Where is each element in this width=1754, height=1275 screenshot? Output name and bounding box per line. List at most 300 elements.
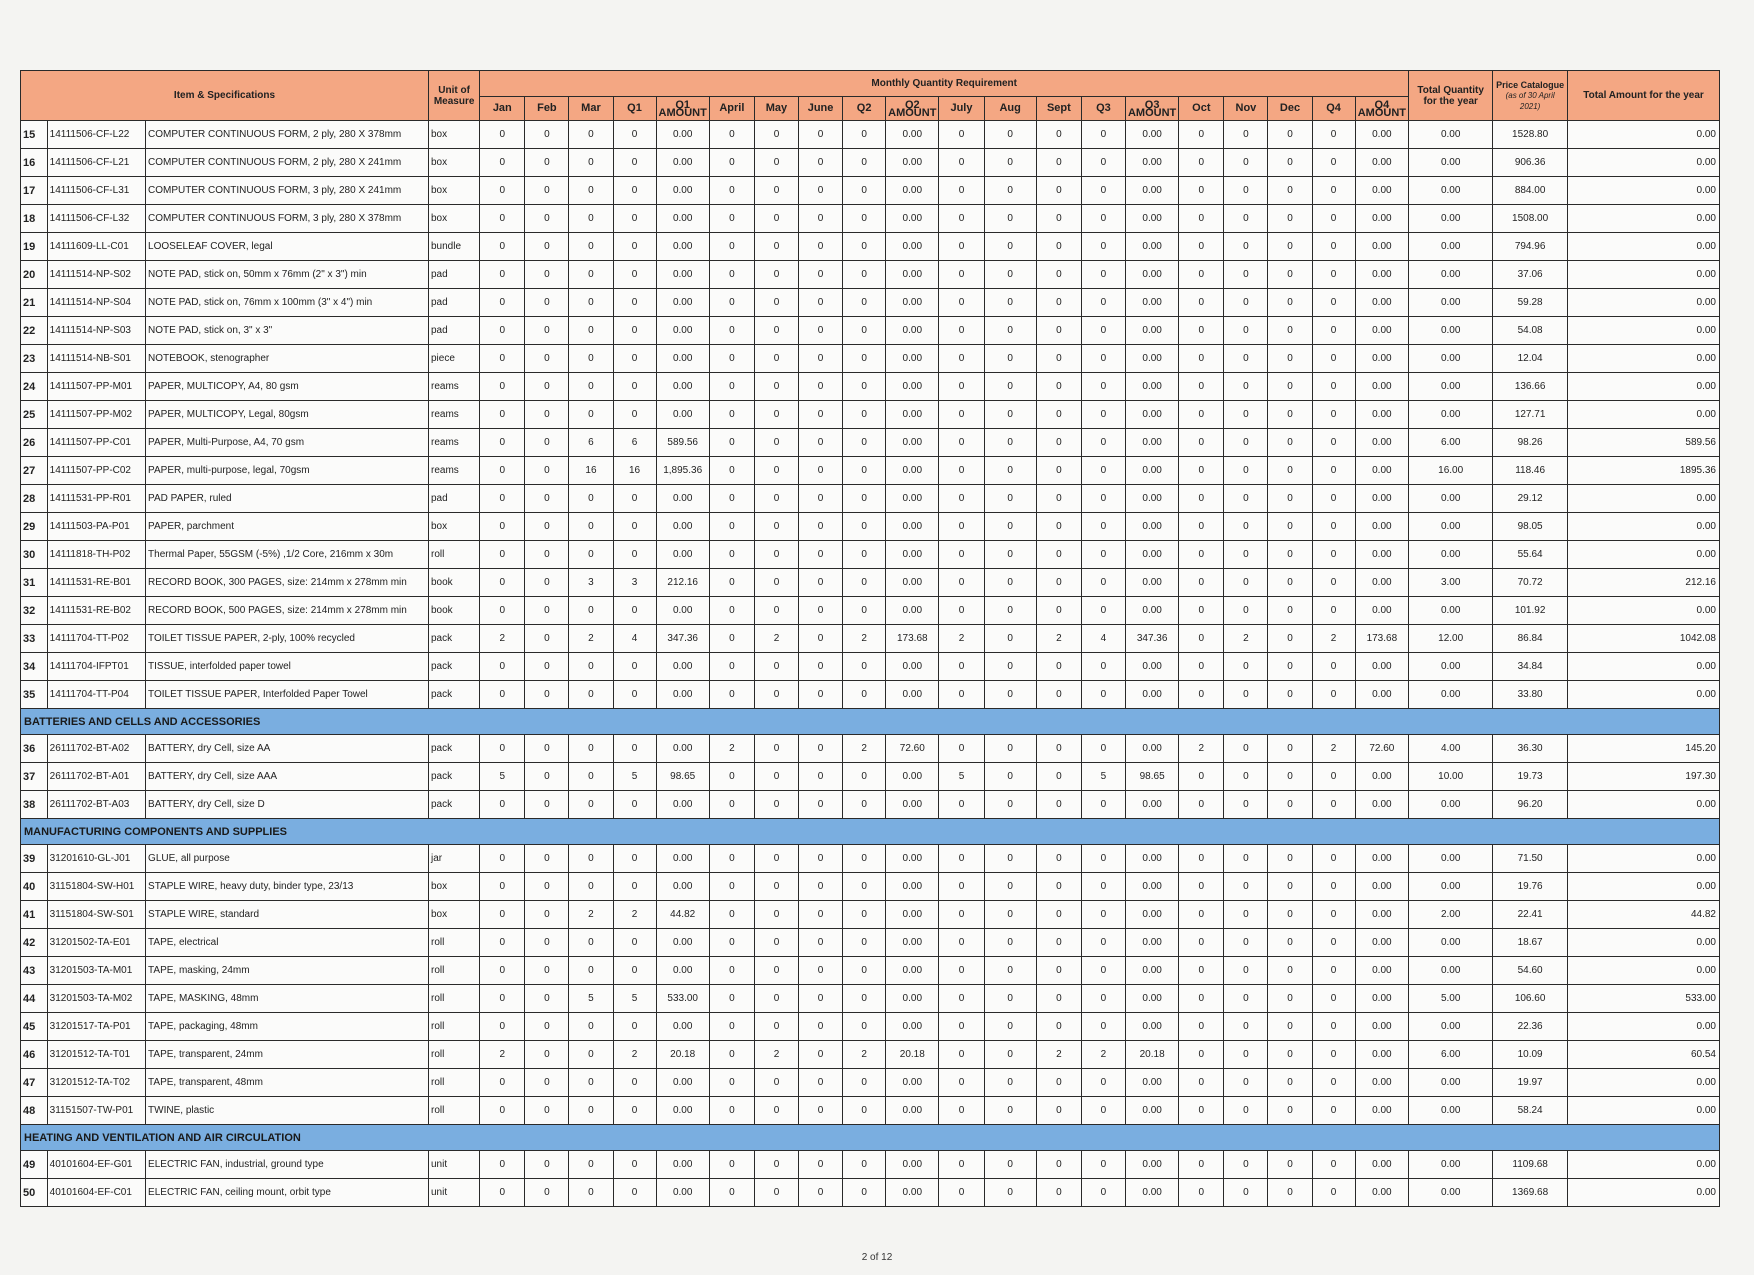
table-row bbox=[21, 149, 1720, 177]
unit-of-measure: box bbox=[429, 873, 480, 901]
quantity-cell: 0 bbox=[1036, 1013, 1081, 1041]
quantity-cell: 0 bbox=[1081, 541, 1125, 569]
quantity-cell: 0 bbox=[1312, 401, 1355, 429]
quantity-cell: 0 bbox=[799, 569, 843, 597]
quantity-cell: 0 bbox=[799, 1041, 843, 1069]
item-code: 26111702-BT-A03 bbox=[47, 791, 145, 819]
quantity-cell: 0.00 bbox=[1125, 1179, 1178, 1207]
quantity-cell: 0 bbox=[480, 401, 525, 429]
quantity-cell: 0 bbox=[613, 1179, 656, 1207]
table-row bbox=[21, 985, 1720, 1013]
quantity-cell: 0 bbox=[1268, 345, 1312, 373]
item-code: 31151804-SW-S01 bbox=[47, 901, 145, 929]
price-catalogue: 22.36 bbox=[1493, 1013, 1568, 1041]
quantity-cell: 16 bbox=[613, 457, 656, 485]
item-number: 16 bbox=[21, 149, 48, 177]
month-header: Feb bbox=[525, 97, 569, 121]
quantity-cell: 0.00 bbox=[1355, 1097, 1409, 1125]
quantity-cell: 0 bbox=[1224, 681, 1268, 709]
quantity-cell: 0 bbox=[754, 929, 798, 957]
quantity-cell: 0 bbox=[984, 763, 1036, 791]
quantity-cell: 0 bbox=[1312, 233, 1355, 261]
total-amount: 0.00 bbox=[1568, 1069, 1720, 1097]
quantity-cell: 0 bbox=[843, 957, 886, 985]
quantity-cell: 0 bbox=[799, 735, 843, 763]
item-code: 31201503-TA-M02 bbox=[47, 985, 145, 1013]
quantity-cell: 0 bbox=[843, 873, 886, 901]
price-catalogue: 118.46 bbox=[1493, 457, 1568, 485]
quantity-cell: 0 bbox=[1036, 373, 1081, 401]
quantity-cell: 0 bbox=[1312, 429, 1355, 457]
quantity-cell: 0 bbox=[1268, 429, 1312, 457]
unit-of-measure: roll bbox=[429, 541, 480, 569]
quantity-cell: 0 bbox=[709, 401, 754, 429]
quantity-cell: 0 bbox=[1179, 149, 1224, 177]
quantity-cell: 0.00 bbox=[1125, 957, 1178, 985]
quantity-cell: 0 bbox=[754, 653, 798, 681]
quantity-cell: 0 bbox=[709, 345, 754, 373]
quantity-cell: 0.00 bbox=[886, 205, 939, 233]
quantity-cell: 0.00 bbox=[1125, 401, 1178, 429]
quantity-cell: 0 bbox=[939, 149, 984, 177]
quantity-cell: 0 bbox=[709, 681, 754, 709]
quantity-cell: 0.00 bbox=[656, 653, 709, 681]
quantity-cell: 0 bbox=[709, 1013, 754, 1041]
quantity-cell: 0 bbox=[939, 177, 984, 205]
month-header: June bbox=[799, 97, 843, 121]
quantity-cell: 0 bbox=[1081, 513, 1125, 541]
quantity-cell: 0.00 bbox=[1355, 541, 1409, 569]
total-quantity: 0.00 bbox=[1409, 1069, 1493, 1097]
quantity-cell: 0 bbox=[1179, 957, 1224, 985]
unit-of-measure: pack bbox=[429, 681, 480, 709]
quantity-cell: 0 bbox=[569, 177, 613, 205]
quantity-cell: 0 bbox=[569, 653, 613, 681]
quantity-cell: 0 bbox=[480, 791, 525, 819]
quantity-cell: 0.00 bbox=[1125, 791, 1178, 819]
quantity-cell: 0.00 bbox=[1125, 317, 1178, 345]
unit-of-measure: pack bbox=[429, 653, 480, 681]
section-title: BATTERIES AND CELLS AND ACCESSORIES bbox=[21, 709, 1720, 735]
quantity-cell: 0 bbox=[1224, 317, 1268, 345]
quantity-cell: 0 bbox=[799, 485, 843, 513]
quantity-cell: 0 bbox=[754, 401, 798, 429]
quantity-cell: 0 bbox=[613, 1013, 656, 1041]
total-quantity: 0.00 bbox=[1409, 1151, 1493, 1179]
quantity-cell: 0 bbox=[843, 1179, 886, 1207]
quantity-cell: 0 bbox=[480, 653, 525, 681]
price-catalogue-label: Price Catalogue bbox=[1496, 79, 1565, 90]
quantity-cell: 0 bbox=[1312, 177, 1355, 205]
quantity-cell: 0 bbox=[525, 653, 569, 681]
quantity-cell: 0 bbox=[709, 205, 754, 233]
quantity-cell: 0 bbox=[1224, 1013, 1268, 1041]
unit-of-measure: roll bbox=[429, 929, 480, 957]
quantity-cell: 0 bbox=[754, 1013, 798, 1041]
quantity-cell: 0 bbox=[480, 1069, 525, 1097]
quantity-cell: 0 bbox=[843, 541, 886, 569]
quantity-cell: 0.00 bbox=[1125, 1013, 1178, 1041]
quantity-cell: 589.56 bbox=[656, 429, 709, 457]
quantity-cell: 0 bbox=[1268, 957, 1312, 985]
quantity-cell: 0 bbox=[569, 485, 613, 513]
item-code: 14111531-RE-B01 bbox=[47, 569, 145, 597]
quantity-cell: 0.00 bbox=[886, 485, 939, 513]
total-amount: 0.00 bbox=[1568, 1151, 1720, 1179]
price-catalogue: 58.24 bbox=[1493, 1097, 1568, 1125]
table-row bbox=[21, 845, 1720, 873]
quantity-cell: 0 bbox=[569, 763, 613, 791]
item-description: TAPE, transparent, 48mm bbox=[146, 1069, 429, 1097]
quantity-cell: 0 bbox=[1224, 1179, 1268, 1207]
quantity-cell: 0 bbox=[939, 681, 984, 709]
item-code: 14111507-PP-M01 bbox=[47, 373, 145, 401]
quantity-cell: 0 bbox=[480, 597, 525, 625]
quantity-cell: 0 bbox=[525, 485, 569, 513]
quantity-cell: 0 bbox=[1036, 317, 1081, 345]
quantity-cell: 0 bbox=[1081, 429, 1125, 457]
quantity-cell: 0 bbox=[1268, 681, 1312, 709]
quantity-cell: 0.00 bbox=[1355, 317, 1409, 345]
quantity-cell: 0 bbox=[525, 345, 569, 373]
quantity-cell: 0 bbox=[1312, 205, 1355, 233]
item-number: 22 bbox=[21, 317, 48, 345]
quantity-cell: 0 bbox=[1179, 121, 1224, 149]
table-row bbox=[21, 1097, 1720, 1125]
quantity-cell: 0 bbox=[1268, 289, 1312, 317]
quantity-cell: 0 bbox=[1224, 345, 1268, 373]
quantity-cell: 0 bbox=[480, 541, 525, 569]
table-row bbox=[21, 929, 1720, 957]
quantity-cell: 0 bbox=[525, 177, 569, 205]
quantity-cell: 0.00 bbox=[886, 513, 939, 541]
item-number: 46 bbox=[21, 1041, 48, 1069]
total-quantity: 0.00 bbox=[1409, 929, 1493, 957]
price-catalogue: 34.84 bbox=[1493, 653, 1568, 681]
quantity-cell: 0 bbox=[1312, 261, 1355, 289]
total-amount: 0.00 bbox=[1568, 1179, 1720, 1207]
table-row bbox=[21, 205, 1720, 233]
quantity-cell: 0.00 bbox=[1355, 177, 1409, 205]
item-number: 47 bbox=[21, 1069, 48, 1097]
quantity-cell: 0.00 bbox=[1125, 289, 1178, 317]
quantity-cell: 0 bbox=[480, 317, 525, 345]
item-number: 24 bbox=[21, 373, 48, 401]
quantity-cell: 0 bbox=[613, 345, 656, 373]
table-row bbox=[21, 1179, 1720, 1207]
quantity-cell: 0 bbox=[843, 401, 886, 429]
quantity-cell: 0 bbox=[525, 1179, 569, 1207]
quantity-cell: 0 bbox=[754, 791, 798, 819]
quantity-cell: 0 bbox=[939, 485, 984, 513]
quantity-cell: 0 bbox=[843, 845, 886, 873]
quantity-cell: 0 bbox=[709, 985, 754, 1013]
item-description: TWINE, plastic bbox=[146, 1097, 429, 1125]
quantity-cell: 2 bbox=[1081, 1041, 1125, 1069]
price-catalogue: 906.36 bbox=[1493, 149, 1568, 177]
quantity-cell: 0 bbox=[984, 681, 1036, 709]
quantity-cell: 0.00 bbox=[1355, 233, 1409, 261]
quantity-cell: 0 bbox=[799, 1151, 843, 1179]
quantity-cell: 0.00 bbox=[656, 317, 709, 345]
quantity-cell: 0 bbox=[1036, 873, 1081, 901]
quantity-cell: 0 bbox=[480, 177, 525, 205]
total-amount: 0.00 bbox=[1568, 345, 1720, 373]
item-description: NOTE PAD, stick on, 50mm x 76mm (2" x 3") min bbox=[146, 261, 429, 289]
quantity-cell: 0 bbox=[1268, 901, 1312, 929]
quantity-cell: 0 bbox=[843, 261, 886, 289]
table-row bbox=[21, 1013, 1720, 1041]
quantity-cell: 0.00 bbox=[1125, 985, 1178, 1013]
quantity-cell: 0 bbox=[984, 901, 1036, 929]
quantity-cell: 0 bbox=[709, 149, 754, 177]
quantity-cell: 0 bbox=[754, 121, 798, 149]
quantity-cell: 0.00 bbox=[1125, 653, 1178, 681]
quantity-cell: 0 bbox=[525, 791, 569, 819]
quantity-cell: 0 bbox=[525, 1151, 569, 1179]
quantity-cell: 0 bbox=[1312, 1041, 1355, 1069]
quantity-cell: 0 bbox=[939, 345, 984, 373]
monthly-req-header: Monthly Quantity Requirement bbox=[480, 71, 1409, 97]
quantity-cell: 0 bbox=[754, 957, 798, 985]
quantity-cell: 2 bbox=[480, 625, 525, 653]
quantity-cell: 0 bbox=[1268, 1179, 1312, 1207]
quantity-cell: 0 bbox=[1036, 289, 1081, 317]
quantity-cell: 0 bbox=[754, 149, 798, 177]
quantity-cell: 0 bbox=[939, 653, 984, 681]
quantity-cell: 0 bbox=[569, 597, 613, 625]
total-amount: 0.00 bbox=[1568, 373, 1720, 401]
unit-of-measure: roll bbox=[429, 1013, 480, 1041]
quantity-cell: 0 bbox=[1312, 1069, 1355, 1097]
unit-of-measure: box bbox=[429, 149, 480, 177]
quantity-cell: 0 bbox=[984, 457, 1036, 485]
quantity-cell: 3 bbox=[569, 569, 613, 597]
total-quantity: 12.00 bbox=[1409, 625, 1493, 653]
item-code: 31151804-SW-H01 bbox=[47, 873, 145, 901]
price-catalogue: 98.26 bbox=[1493, 429, 1568, 457]
quantity-cell: 0 bbox=[799, 401, 843, 429]
quantity-cell: 0.00 bbox=[1355, 653, 1409, 681]
quantity-cell: 0 bbox=[984, 625, 1036, 653]
quantity-cell: 0 bbox=[1224, 1151, 1268, 1179]
quantity-cell: 0 bbox=[480, 261, 525, 289]
quantity-cell: 0 bbox=[799, 597, 843, 625]
price-catalogue: 106.60 bbox=[1493, 985, 1568, 1013]
quantity-cell: 0.00 bbox=[1125, 233, 1178, 261]
quantity-cell: 0 bbox=[569, 681, 613, 709]
quantity-cell: 0.00 bbox=[656, 681, 709, 709]
quantity-cell: 0 bbox=[1081, 233, 1125, 261]
item-description: PAD PAPER, ruled bbox=[146, 485, 429, 513]
table-row bbox=[21, 541, 1720, 569]
quantity-cell: 0 bbox=[1179, 681, 1224, 709]
section-row bbox=[21, 819, 1720, 845]
quantity-cell: 0 bbox=[613, 149, 656, 177]
item-code: 14111704-TT-P04 bbox=[47, 681, 145, 709]
unit-of-measure: roll bbox=[429, 985, 480, 1013]
quantity-cell: 0.00 bbox=[1355, 1069, 1409, 1097]
quantity-cell: 0.00 bbox=[1125, 597, 1178, 625]
item-number: 17 bbox=[21, 177, 48, 205]
item-number: 40 bbox=[21, 873, 48, 901]
quantity-cell: 0 bbox=[843, 929, 886, 957]
quantity-cell: 0 bbox=[525, 569, 569, 597]
quantity-cell: 0 bbox=[1268, 763, 1312, 791]
quantity-cell: 0 bbox=[1224, 653, 1268, 681]
quantity-cell: 0 bbox=[754, 845, 798, 873]
quantity-cell: 0 bbox=[480, 149, 525, 177]
quantity-cell: 0 bbox=[525, 929, 569, 957]
quantity-cell: 0 bbox=[569, 1013, 613, 1041]
quantity-cell: 0 bbox=[1312, 373, 1355, 401]
quantity-cell: 0 bbox=[984, 233, 1036, 261]
total-amount: 1895.36 bbox=[1568, 457, 1720, 485]
quantity-cell: 0 bbox=[1179, 485, 1224, 513]
item-description: BATTERY, dry Cell, size AA bbox=[146, 735, 429, 763]
unit-of-measure: pack bbox=[429, 763, 480, 791]
quantity-cell: 0.00 bbox=[1355, 457, 1409, 485]
quantity-cell: 0 bbox=[1081, 261, 1125, 289]
item-number: 23 bbox=[21, 345, 48, 373]
quantity-cell: 0 bbox=[754, 177, 798, 205]
quantity-cell: 0 bbox=[1179, 791, 1224, 819]
quantity-cell: 0 bbox=[569, 121, 613, 149]
item-number: 42 bbox=[21, 929, 48, 957]
total-quantity: 6.00 bbox=[1409, 429, 1493, 457]
quantity-cell: 0 bbox=[1179, 1179, 1224, 1207]
quantity-cell: 0 bbox=[1224, 957, 1268, 985]
quantity-cell: 0 bbox=[799, 373, 843, 401]
quantity-cell: 0 bbox=[984, 317, 1036, 345]
item-description: ELECTRIC FAN, ceiling mount, orbit type bbox=[146, 1179, 429, 1207]
quantity-cell: 0 bbox=[939, 957, 984, 985]
quantity-cell: 0.00 bbox=[656, 929, 709, 957]
month-header: Nov bbox=[1224, 97, 1268, 121]
quantity-cell: 0 bbox=[939, 1179, 984, 1207]
item-description: PAPER, MULTICOPY, A4, 80 gsm bbox=[146, 373, 429, 401]
quantity-cell: 0 bbox=[1179, 1097, 1224, 1125]
price-catalogue: 36.30 bbox=[1493, 735, 1568, 763]
quantity-cell: 0 bbox=[1081, 345, 1125, 373]
quantity-cell: 2 bbox=[1312, 625, 1355, 653]
quantity-cell: 0 bbox=[1081, 1179, 1125, 1207]
quantity-cell: 0 bbox=[1224, 735, 1268, 763]
quantity-cell: 0 bbox=[480, 233, 525, 261]
item-code: 31201502-TA-E01 bbox=[47, 929, 145, 957]
quantity-cell: 0 bbox=[799, 429, 843, 457]
quantity-cell: 0.00 bbox=[886, 791, 939, 819]
total-amount: 0.00 bbox=[1568, 681, 1720, 709]
item-number: 48 bbox=[21, 1097, 48, 1125]
item-code: 14111507-PP-M02 bbox=[47, 401, 145, 429]
item-description: BATTERY, dry Cell, size AAA bbox=[146, 763, 429, 791]
total-quantity: 0.00 bbox=[1409, 1013, 1493, 1041]
item-number: 49 bbox=[21, 1151, 48, 1179]
total-quantity: 0.00 bbox=[1409, 791, 1493, 819]
table-row bbox=[21, 289, 1720, 317]
quantity-cell: 0 bbox=[569, 1179, 613, 1207]
quantity-cell: 0 bbox=[939, 1013, 984, 1041]
quantity-cell: 0 bbox=[984, 205, 1036, 233]
item-number: 29 bbox=[21, 513, 48, 541]
quantity-cell: 0 bbox=[1312, 1179, 1355, 1207]
quantity-cell: 0.00 bbox=[1125, 121, 1178, 149]
quantity-cell: 0.00 bbox=[886, 317, 939, 345]
quantity-cell: 0 bbox=[1224, 429, 1268, 457]
table-row bbox=[21, 1069, 1720, 1097]
quantity-cell: 0 bbox=[843, 791, 886, 819]
quantity-cell: 0 bbox=[1224, 873, 1268, 901]
quantity-cell: 0 bbox=[613, 289, 656, 317]
quantity-cell: 0 bbox=[1268, 317, 1312, 345]
quantity-cell: 0.00 bbox=[1355, 597, 1409, 625]
item-description: TAPE, MASKING, 48mm bbox=[146, 985, 429, 1013]
unit-of-measure: bundle bbox=[429, 233, 480, 261]
price-catalogue: 19.73 bbox=[1493, 763, 1568, 791]
item-code: 14111514-NP-S04 bbox=[47, 289, 145, 317]
quantity-cell: 0 bbox=[709, 1097, 754, 1125]
quantity-cell: 0 bbox=[799, 653, 843, 681]
quantity-cell: 0 bbox=[569, 957, 613, 985]
quantity-cell: 0 bbox=[525, 541, 569, 569]
item-description: NOTE PAD, stick on, 76mm x 100mm (3" x 4") min bbox=[146, 289, 429, 317]
quantity-cell: 0 bbox=[1312, 763, 1355, 791]
quantity-cell: 0 bbox=[1081, 1069, 1125, 1097]
quantity-cell: 0.00 bbox=[656, 121, 709, 149]
quantity-cell: 0 bbox=[613, 261, 656, 289]
item-description: TISSUE, interfolded paper towel bbox=[146, 653, 429, 681]
item-description: TOILET TISSUE PAPER, Interfolded Paper Towel bbox=[146, 681, 429, 709]
quantity-cell: 0.00 bbox=[886, 569, 939, 597]
quantity-cell: 0 bbox=[1268, 735, 1312, 763]
quantity-cell: 0 bbox=[1268, 985, 1312, 1013]
item-description: STAPLE WIRE, heavy duty, binder type, 23/13 bbox=[146, 873, 429, 901]
quantity-cell: 2 bbox=[843, 1041, 886, 1069]
quantity-cell: 0 bbox=[984, 791, 1036, 819]
quantity-cell: 2 bbox=[1312, 735, 1355, 763]
quantity-cell: 0 bbox=[709, 121, 754, 149]
quantity-cell: 0.00 bbox=[886, 653, 939, 681]
price-catalogue: 86.84 bbox=[1493, 625, 1568, 653]
total-quantity: 0.00 bbox=[1409, 121, 1493, 149]
quantity-cell: 0 bbox=[525, 681, 569, 709]
quantity-cell: 0 bbox=[613, 1097, 656, 1125]
price-catalogue: 127.71 bbox=[1493, 401, 1568, 429]
month-header: July bbox=[939, 97, 984, 121]
quantity-cell: 0 bbox=[754, 735, 798, 763]
quantity-cell: 0 bbox=[799, 763, 843, 791]
quantity-cell: 0 bbox=[1268, 541, 1312, 569]
total-amount: 0.00 bbox=[1568, 149, 1720, 177]
quantity-cell: 6 bbox=[613, 429, 656, 457]
quantity-cell: 0 bbox=[569, 791, 613, 819]
quantity-cell: 0 bbox=[1179, 261, 1224, 289]
total-amount: 44.82 bbox=[1568, 901, 1720, 929]
quantity-cell: 0.00 bbox=[886, 873, 939, 901]
quantity-cell: 0 bbox=[843, 513, 886, 541]
quantity-cell: 0.00 bbox=[656, 289, 709, 317]
quantity-cell: 2 bbox=[480, 1041, 525, 1069]
total-amount: 197.30 bbox=[1568, 763, 1720, 791]
quantity-cell: 0 bbox=[754, 205, 798, 233]
quantity-cell: 0 bbox=[569, 873, 613, 901]
quantity-cell: 0 bbox=[480, 735, 525, 763]
quantity-cell: 0 bbox=[939, 233, 984, 261]
quantity-cell: 0 bbox=[1312, 345, 1355, 373]
price-catalogue-note: (as of 30 April 2021) bbox=[1505, 90, 1555, 111]
quantity-cell: 0 bbox=[1312, 929, 1355, 957]
